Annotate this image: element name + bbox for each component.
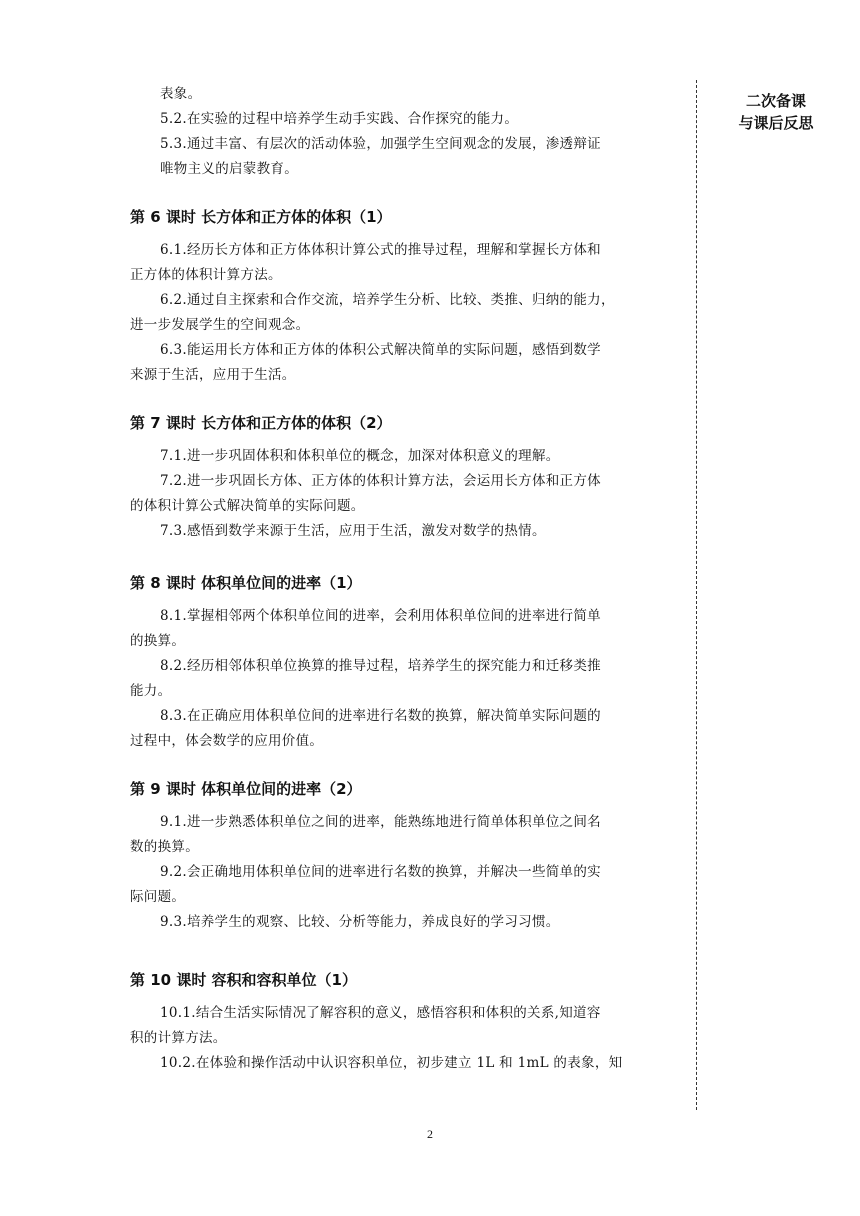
paragraph-line: 数的换算。 [130, 839, 199, 855]
objective-8-3: 8.3.在正确应用体积单位间的进率进行名数的换算，解决简单实际问题的 [160, 708, 601, 724]
paragraph-line: 际问题。 [130, 889, 186, 905]
objective-6-1: 6.1.经历长方体和正方体体积计算公式的推导过程，理解和掌握长方体和 [160, 242, 601, 258]
paragraph-line: 唯物主义的启蒙教育。 [160, 161, 298, 177]
paragraph-line: 能力。 [130, 683, 172, 699]
lesson-9-heading: 第 9 课时 体积单位间的进率（2） [130, 780, 362, 798]
objective-7-1: 7.1.进一步巩固体积和体积单位的概念，加深对体积意义的理解。 [160, 448, 560, 464]
sidebar-title-line2: 与课后反思 [738, 114, 814, 132]
objective-7-3: 7.3.感悟到数学来源于生活，应用于生活，激发对数学的热情。 [160, 523, 546, 539]
page-number: 2 [427, 1127, 433, 1141]
objective-10-1: 10.1.结合生活实际情况了解容积的意义，感悟容积和体积的关系,知道容 [160, 1005, 601, 1021]
paragraph-line: 的体积计算公式解决简单的实际问题。 [130, 498, 365, 514]
paragraph-line: 进一步发展学生的空间观念。 [130, 317, 310, 333]
paragraph-line: 来源于生活，应用于生活。 [130, 367, 296, 383]
sidebar-title-line1: 二次备课 [745, 92, 806, 110]
objective-8-2: 8.2.经历相邻体积单位换算的推导过程，培养学生的探究能力和迁移类推 [160, 658, 601, 674]
objective-6-2: 6.2.通过自主探索和合作交流，培养学生分析、比较、类推、归纳的能力， [160, 292, 615, 308]
paragraph-line: 正方体的体积计算方法。 [130, 267, 282, 283]
paragraph-line: 表象。 [160, 86, 202, 102]
lesson-10-heading: 第 10 课时 容积和容积单位（1） [130, 971, 357, 989]
main-content [130, 82, 650, 1076]
objective-10-2: 10.2.在体验和操作活动中认识容积单位，初步建立 1L 和 1mL 的表象，知 [160, 1055, 623, 1071]
objective-5-3: 5.3.通过丰富、有层次的活动体验，加强学生空间观念的发展，渗透辩证 [160, 136, 601, 152]
objective-5-2: 5.2.在实验的过程中培养学生动手实践、合作探究的能力。 [160, 111, 519, 127]
paragraph-line: 积的计算方法。 [130, 1030, 227, 1046]
objective-7-2: 7.2.进一步巩固长方体、正方体的体积计算方法，会运用长方体和正方体 [160, 473, 601, 489]
paragraph-line: 过程中，体会数学的应用价值。 [130, 733, 324, 749]
paragraph-line: 的换算。 [130, 633, 186, 649]
lesson-7-heading: 第 7 课时 长方体和正方体的体积（2） [130, 414, 392, 432]
objective-9-3: 9.3.培养学生的观察、比较、分析等能力，养成良好的学习习惯。 [160, 914, 560, 930]
objective-9-2: 9.2.会正确地用体积单位间的进率进行名数的换算，并解决一些简单的实 [160, 864, 601, 880]
objective-9-1: 9.1.进一步熟悉体积单位之间的进率，能熟练地进行简单体积单位之间名 [160, 814, 601, 830]
lesson-8-heading: 第 8 课时 体积单位间的进率（1） [130, 574, 362, 592]
lesson-6-heading: 第 6 课时 长方体和正方体的体积（1） [130, 208, 392, 226]
objective-6-3: 6.3.能运用长方体和正方体的体积公式解决简单的实际问题，感悟到数学 [160, 342, 601, 358]
objective-8-1: 8.1.掌握相邻两个体积单位间的进率，会利用体积单位间的进率进行简单 [160, 608, 601, 624]
reflection-sidebar [712, 90, 840, 134]
dashed-divider [696, 80, 697, 1110]
